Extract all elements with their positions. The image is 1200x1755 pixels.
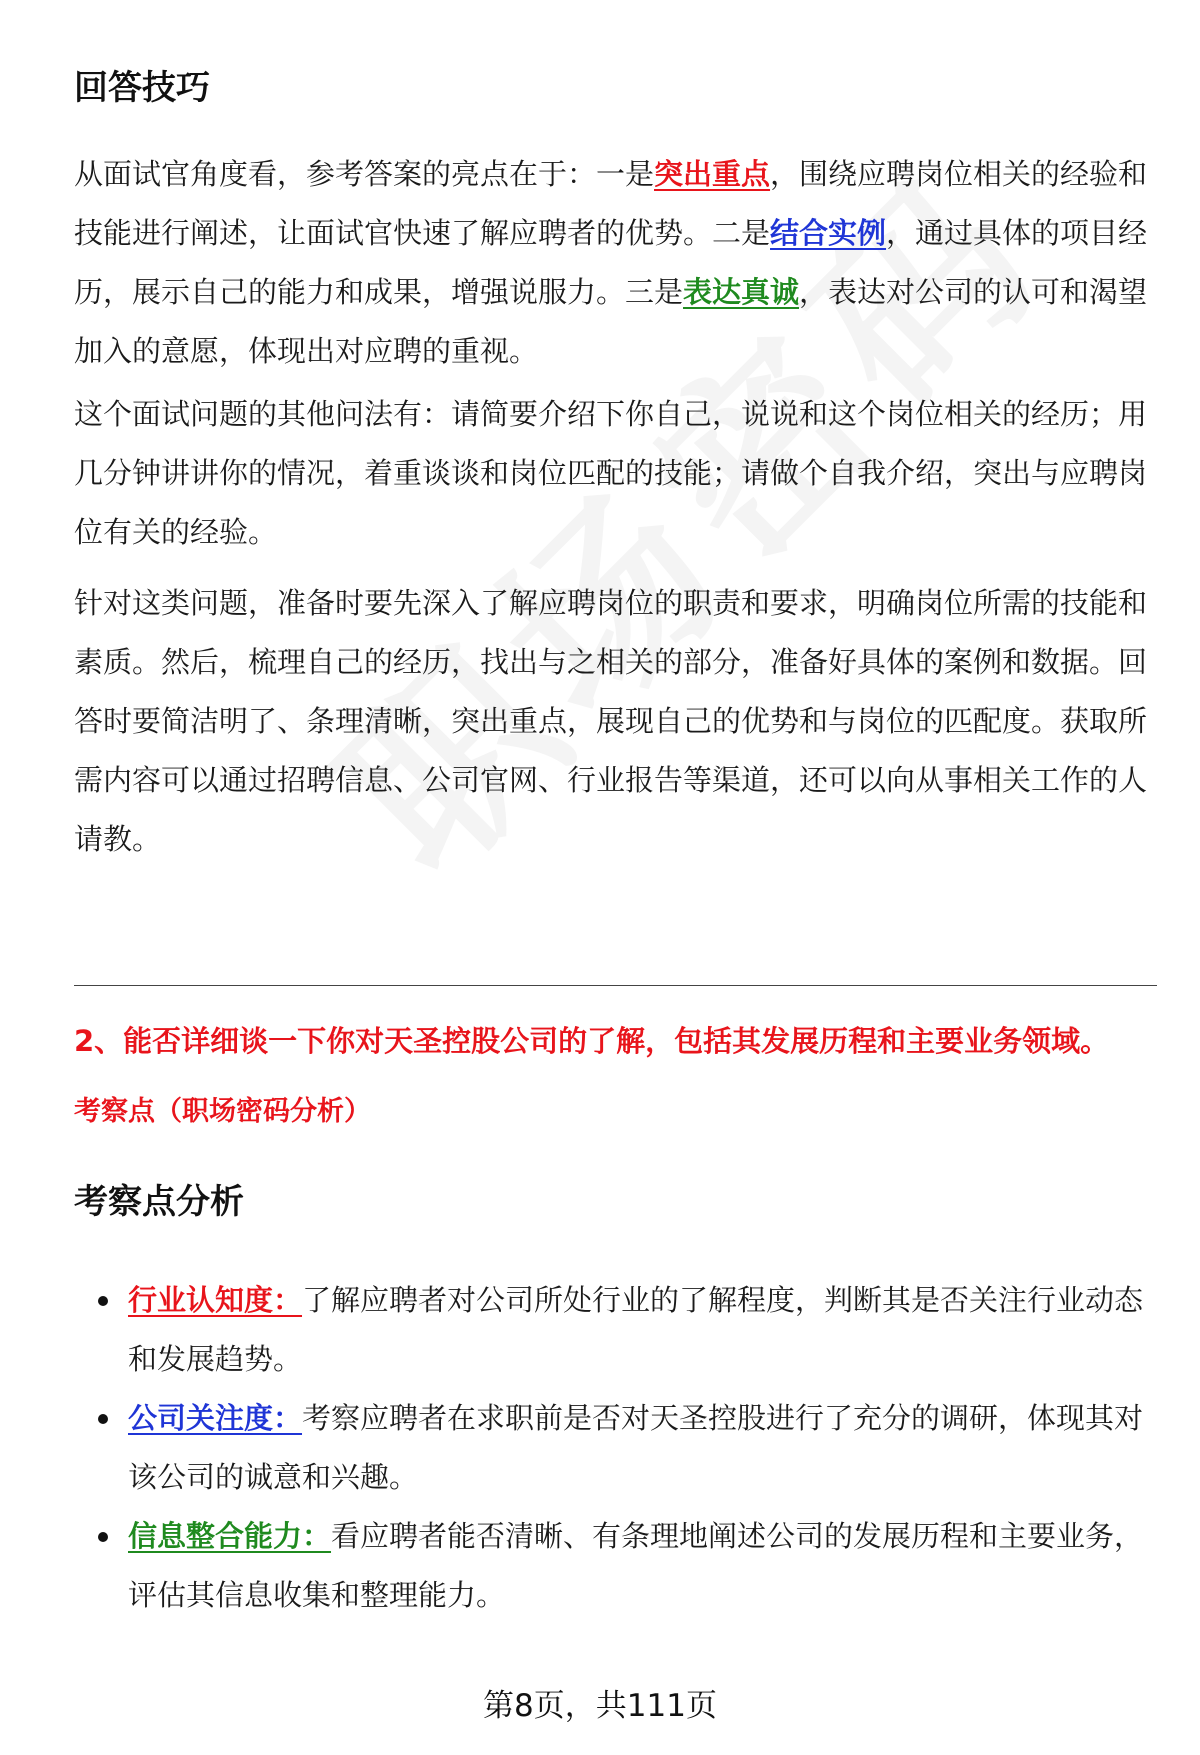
text-segment: ，表达对公司的认可和渴望加入的意愿，体现出对应聘的重视。: [74, 275, 1148, 368]
list-item: [74, 1271, 1159, 1389]
paragraph-alternative-questions: 这个面试问题的其他问法有：请简要介绍下你自己，说说和这个岗位相关的经历；用几分钟讲讲你的情况，着重谈谈和岗位匹配的技能；请做个自我介绍，突出与应聘岗位有关的经验。: [74, 397, 1148, 549]
highlight-examples: 结合实例: [770, 216, 887, 250]
bullet-icon: [98, 1296, 108, 1306]
point-label-company: 公司关注度：: [128, 1401, 303, 1435]
text-segment: ，围绕应聘岗位相关的经验和技能进行阐述，让面试官快速了解应聘者的优势。二是: [74, 157, 1148, 250]
text-segment: 从面试官角度看，参考答案的亮点在于：一是: [74, 157, 655, 191]
list-item: [74, 1389, 1159, 1507]
point-text: 了解应聘者对公司所处行业的了解程度，判断其是否关注行业动态和发展趋势。: [128, 1283, 1144, 1376]
highlight-key-point: 突出重点: [654, 157, 771, 191]
section-heading-analysis: 考察点分析: [74, 1182, 244, 1222]
point-label-integration: 信息整合能力：: [128, 1519, 332, 1553]
point-label-industry: 行业认知度：: [128, 1283, 303, 1317]
point-text: 考察应聘者在求职前是否对天圣控股进行了充分的调研，体现其对该公司的诚意和兴趣。: [128, 1401, 1144, 1494]
point-text: 看应聘者能否清晰、有条理地阐述公司的发展历程和主要业务，评估其信息收集和整理能力。: [128, 1519, 1144, 1612]
list-item: [74, 1507, 1159, 1625]
page-number-footer: 第8页，共111页: [483, 1688, 717, 1724]
paragraph-preparation: 针对这类问题，准备时要先深入了解应聘岗位的职责和要求，明确岗位所需的技能和素质。然后，梳理自己的经历，找出与之相关的部分，准备好具体的案例和数据。回答时要简洁明了、条理清晰，突出重点，展现自己的优势和与岗位的匹配度。获取所需内容可以通过招聘信息、公司官网、行业报告等渠道，还可以向从事相关工作的人请教。: [74, 586, 1148, 856]
divider: [74, 985, 1157, 986]
text-segment: ，通过具体的项目经历，展示自己的能力和成果，增强说服力。三是: [74, 216, 1148, 309]
highlight-sincerity: 表达真诚: [683, 275, 800, 309]
analysis-subtitle: 考察点（职场密码分析）: [74, 1096, 371, 1127]
section-heading-answer-tips: 回答技巧: [74, 68, 210, 108]
question-title: 2、能否详细谈一下你对天圣控股公司的了解，包括其发展历程和主要业务领域。: [74, 1024, 1110, 1058]
paragraph-highlights: [74, 145, 1159, 381]
bullet-icon: [98, 1532, 108, 1542]
bullet-icon: [98, 1414, 108, 1424]
analysis-points-list: [74, 1271, 1159, 1625]
